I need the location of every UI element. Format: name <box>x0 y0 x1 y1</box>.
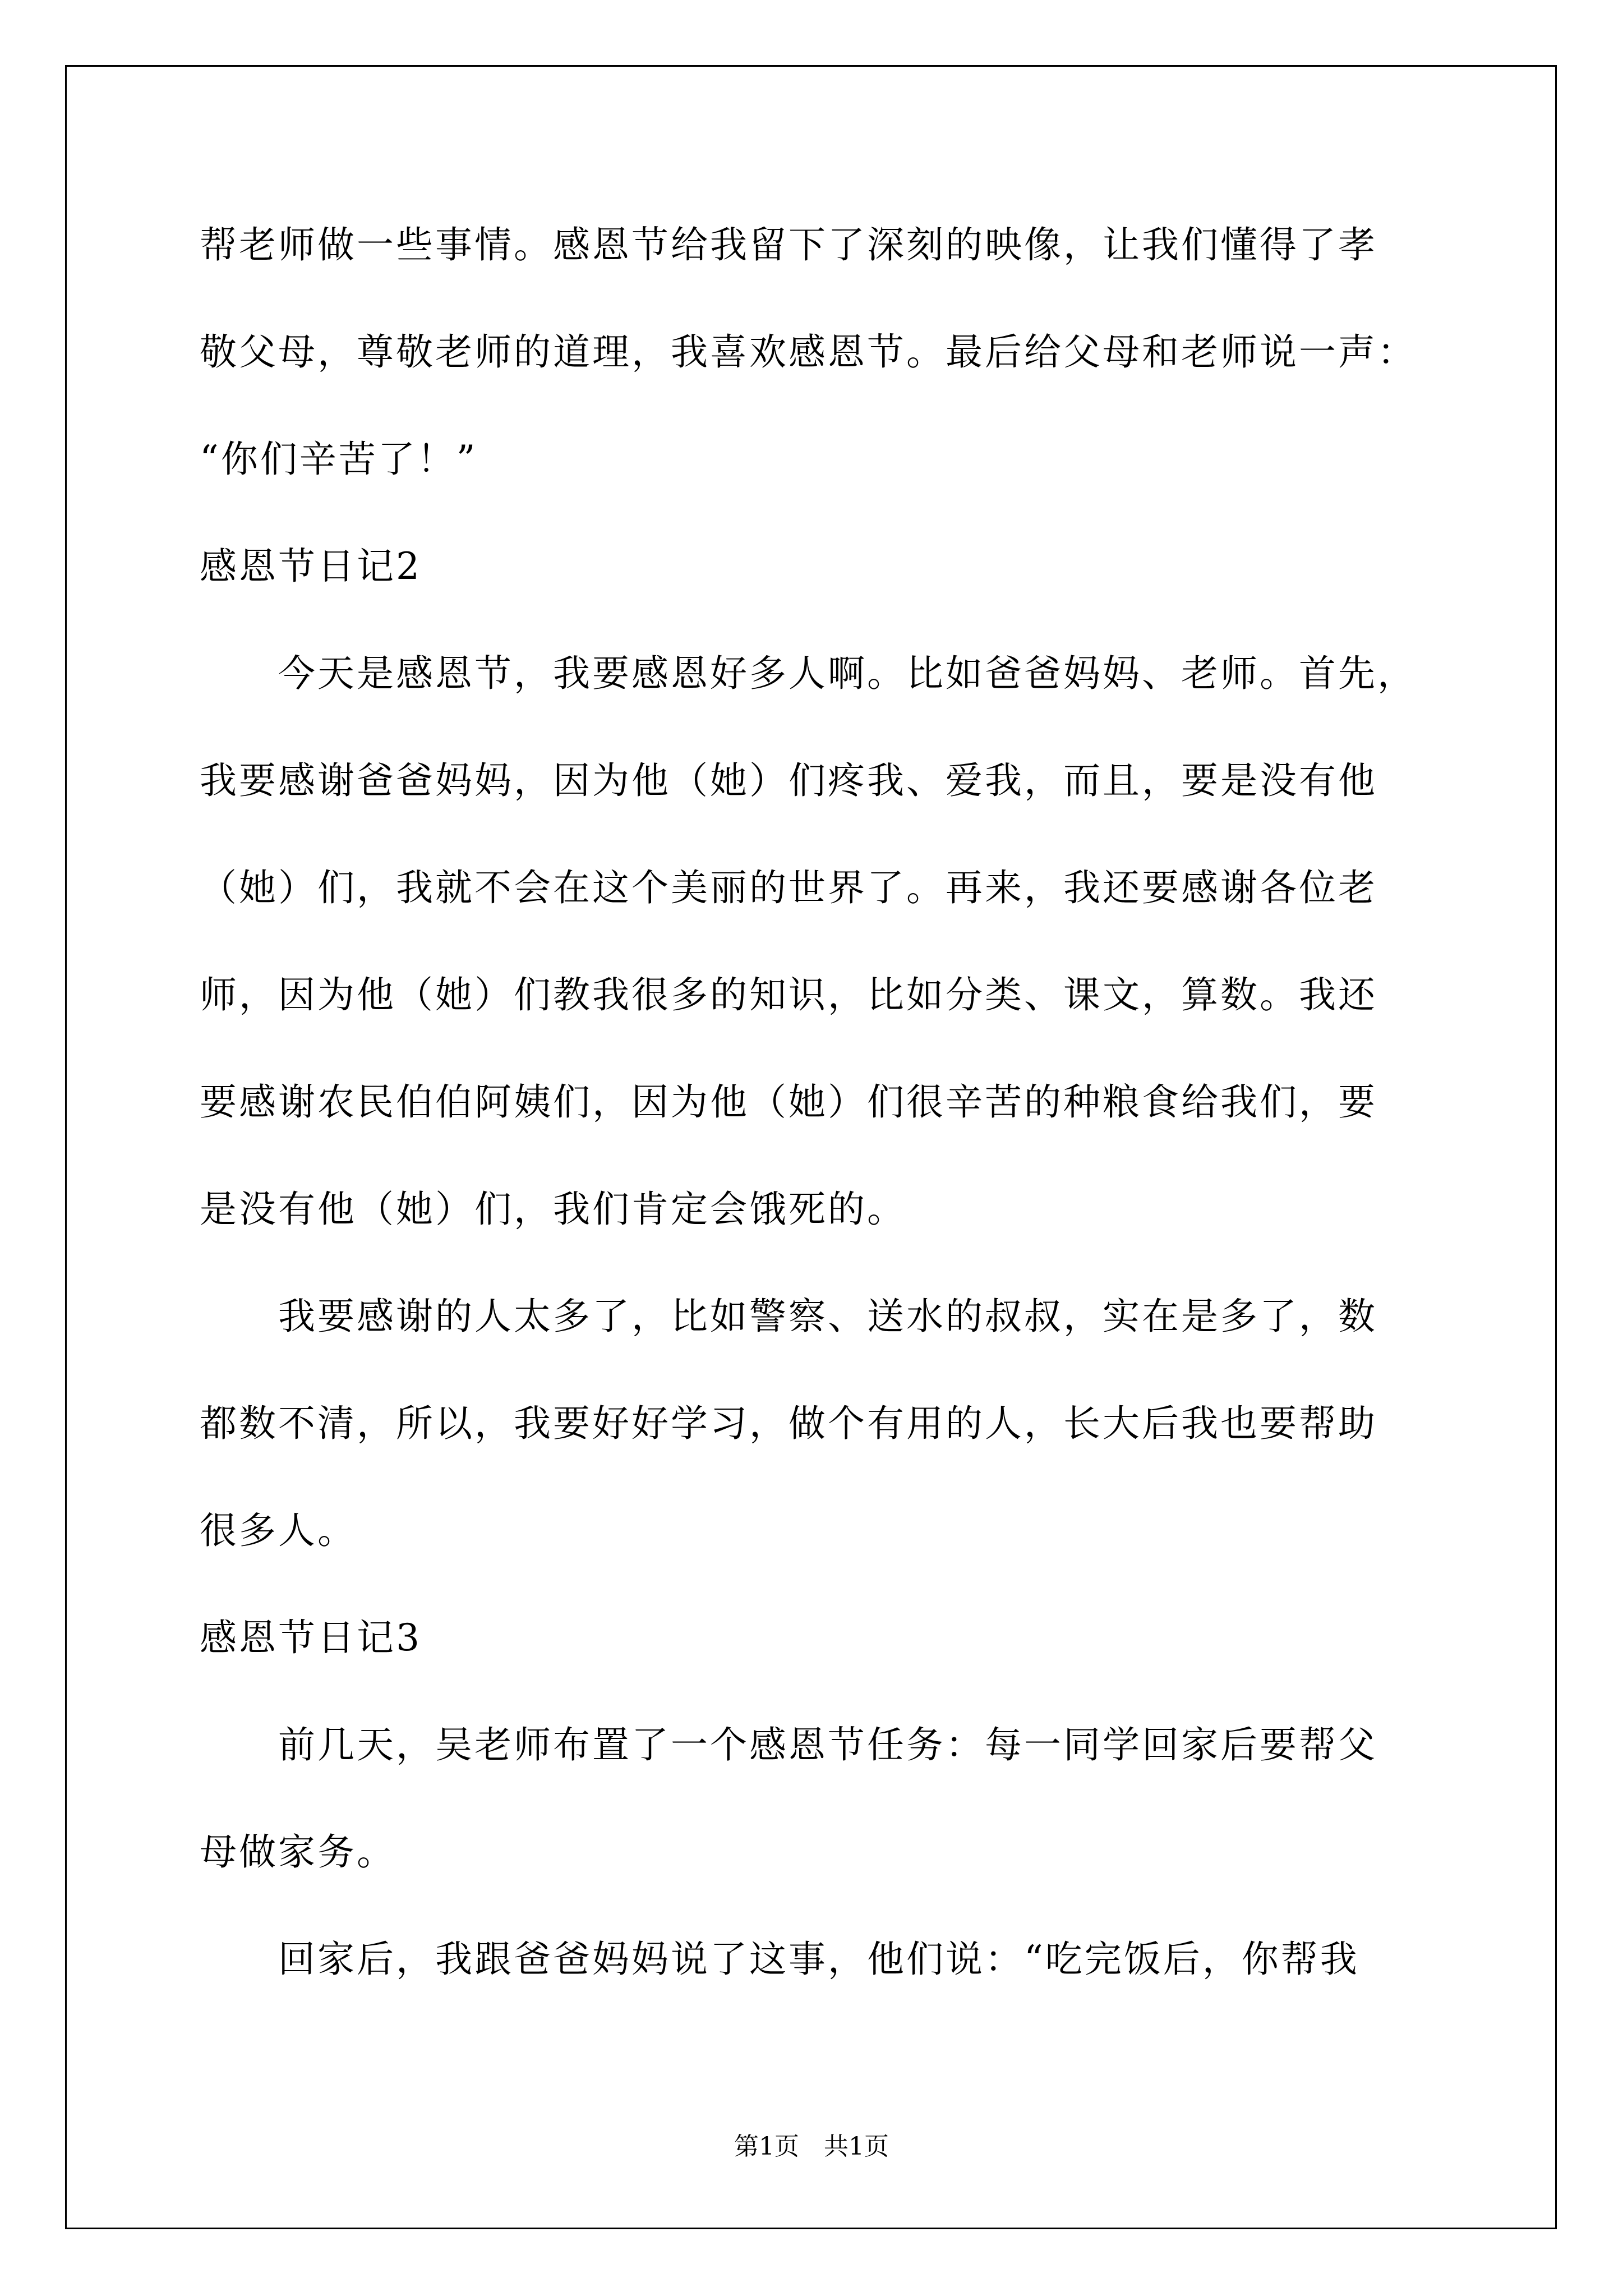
body-line: 都数不清，所以，我要好好学习，做个有用的人，长大后我也要帮助 <box>200 1402 1377 1445</box>
body-line: “你们辛苦了！” <box>200 438 478 481</box>
body-line: 我要感谢的人太多了，比如警察、送水的叔叔，实在是多了，数 <box>200 1295 1377 1338</box>
body-line: 是没有他（她）们，我们肯定会饿死的。 <box>200 1188 906 1231</box>
body-line: （她）们，我就不会在这个美丽的世界了。再来，我还要感谢各位老 <box>200 866 1377 909</box>
body-line: 我要感谢爸爸妈妈，因为他（她）们疼我、爱我，而且，要是没有他 <box>200 759 1377 802</box>
body-line: 母做家务。 <box>200 1830 396 1874</box>
section-heading: 感恩节日记2 <box>200 545 422 588</box>
body-line: 师，因为他（她）们教我很多的知识，比如分类、课文，算数。我还 <box>200 973 1377 1016</box>
body-line: 回家后，我跟爸爸妈妈说了这事，他们说：“吃完饭后，你帮我 <box>200 1938 1359 1981</box>
page-footer: 第1页 共1页 <box>734 2132 889 2161</box>
document-body <box>200 214 1456 2036</box>
body-line: 敬父母，尊敬老师的道理，我喜欢感恩节。最后给父母和老师说一声： <box>200 330 1417 374</box>
body-line: 帮老师做一些事情。感恩节给我留下了深刻的映像，让我们懂得了孝 <box>200 223 1377 266</box>
body-line: 前几天，吴老师布置了一个感恩节任务：每一同学回家后要帮父 <box>200 1723 1377 1766</box>
body-line: 今天是感恩节，我要感恩好多人啊。比如爸爸妈妈、老师。首先， <box>200 652 1417 695</box>
body-line: 要感谢农民伯伯阿姨们，因为他（她）们很辛苦的种粮食给我们，要 <box>200 1080 1377 1124</box>
body-line: 很多人。 <box>200 1509 357 1552</box>
section-heading: 感恩节日记3 <box>200 1616 422 1659</box>
